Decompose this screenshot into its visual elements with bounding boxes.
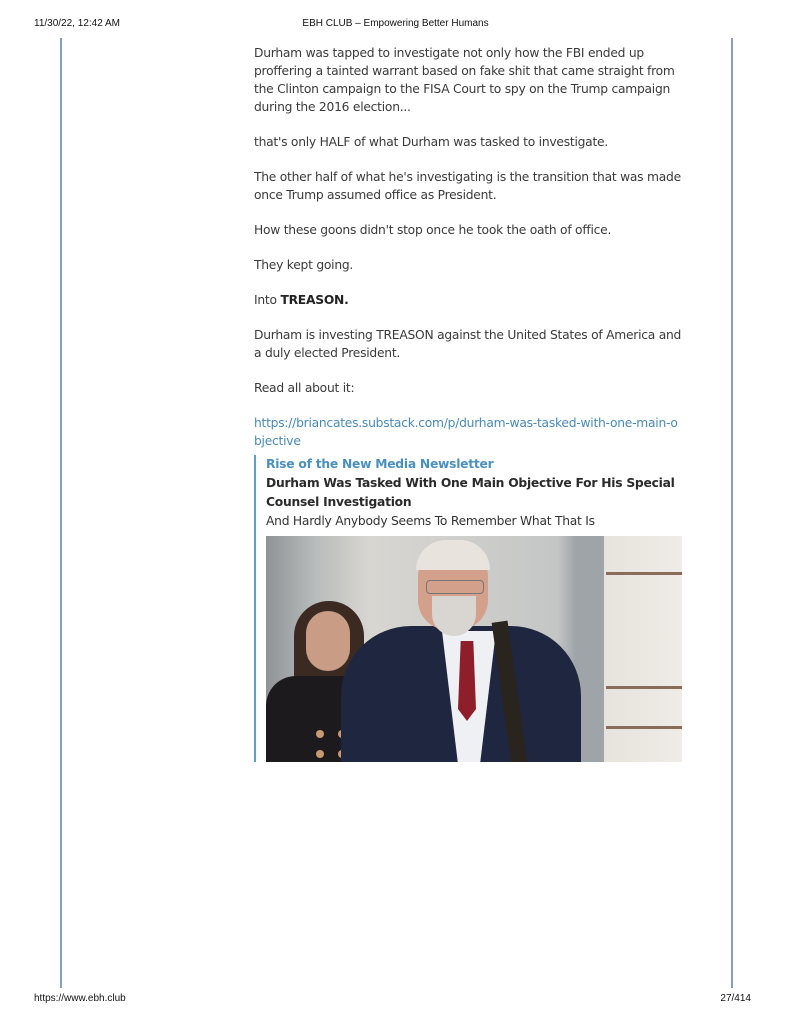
photo-coat-button <box>316 730 324 738</box>
post-paragraph: Durham is investing TREASON against the United States of America and a duly elected President. <box>254 328 682 360</box>
link-preview-card[interactable] <box>254 455 692 762</box>
print-footer <box>0 993 791 1007</box>
post-content <box>254 44 684 762</box>
treason-paragraph <box>254 291 684 309</box>
photo-wall-line <box>606 726 682 729</box>
embed-publication[interactable]: Rise of the New Media Newsletter <box>266 457 494 471</box>
embed-image[interactable] <box>266 536 682 762</box>
embed-subtitle: And Hardly Anybody Seems To Remember What That Is <box>266 514 595 528</box>
print-header <box>0 18 791 32</box>
photo-man-glasses <box>426 580 484 594</box>
substack-link[interactable]: https://briancates.substack.com/p/durham-was-tasked-with-one-main-objective <box>254 416 678 448</box>
photo-woman-face <box>306 611 350 671</box>
photo-wall-line <box>606 572 682 575</box>
photo-man-tie <box>458 641 476 721</box>
post-paragraph: Read all about it: <box>254 381 355 395</box>
embed-title[interactable]: Durham Was Tasked With One Main Objective For His Special Counsel Investigation <box>266 476 675 509</box>
print-url: https://www.ebh.club <box>34 993 126 1004</box>
photo-wall-line <box>606 686 682 689</box>
print-page-number: 27/414 <box>720 993 751 1004</box>
post-paragraph: Durham was tapped to investigate not only how the FBI ended up proffering a tainted warrant based on fake shit that came straight from the Clinton campaign to the FISA Court to spy on the Trump campaign during the 2016 election... <box>254 46 675 114</box>
print-datetime: 11/30/22, 12:42 AM <box>34 18 120 29</box>
photo-man-hair <box>416 540 490 570</box>
photo-coat-button <box>316 750 324 758</box>
treason-prefix: Into <box>254 293 281 307</box>
treason-bold: TREASON. <box>280 293 349 307</box>
right-page-rule <box>731 38 733 988</box>
post-paragraph: They kept going. <box>254 258 354 272</box>
post-paragraph: that's only HALF of what Durham was tasked to investigate. <box>254 135 608 149</box>
post-paragraph: The other half of what he's investigating is the transition that was made once Trump assumed office as President. <box>254 170 681 202</box>
left-page-rule <box>60 38 62 988</box>
print-page-title: EBH CLUB – Empowering Better Humans <box>302 18 489 29</box>
post-paragraph: How these goons didn't stop once he took the oath of office. <box>254 223 612 237</box>
